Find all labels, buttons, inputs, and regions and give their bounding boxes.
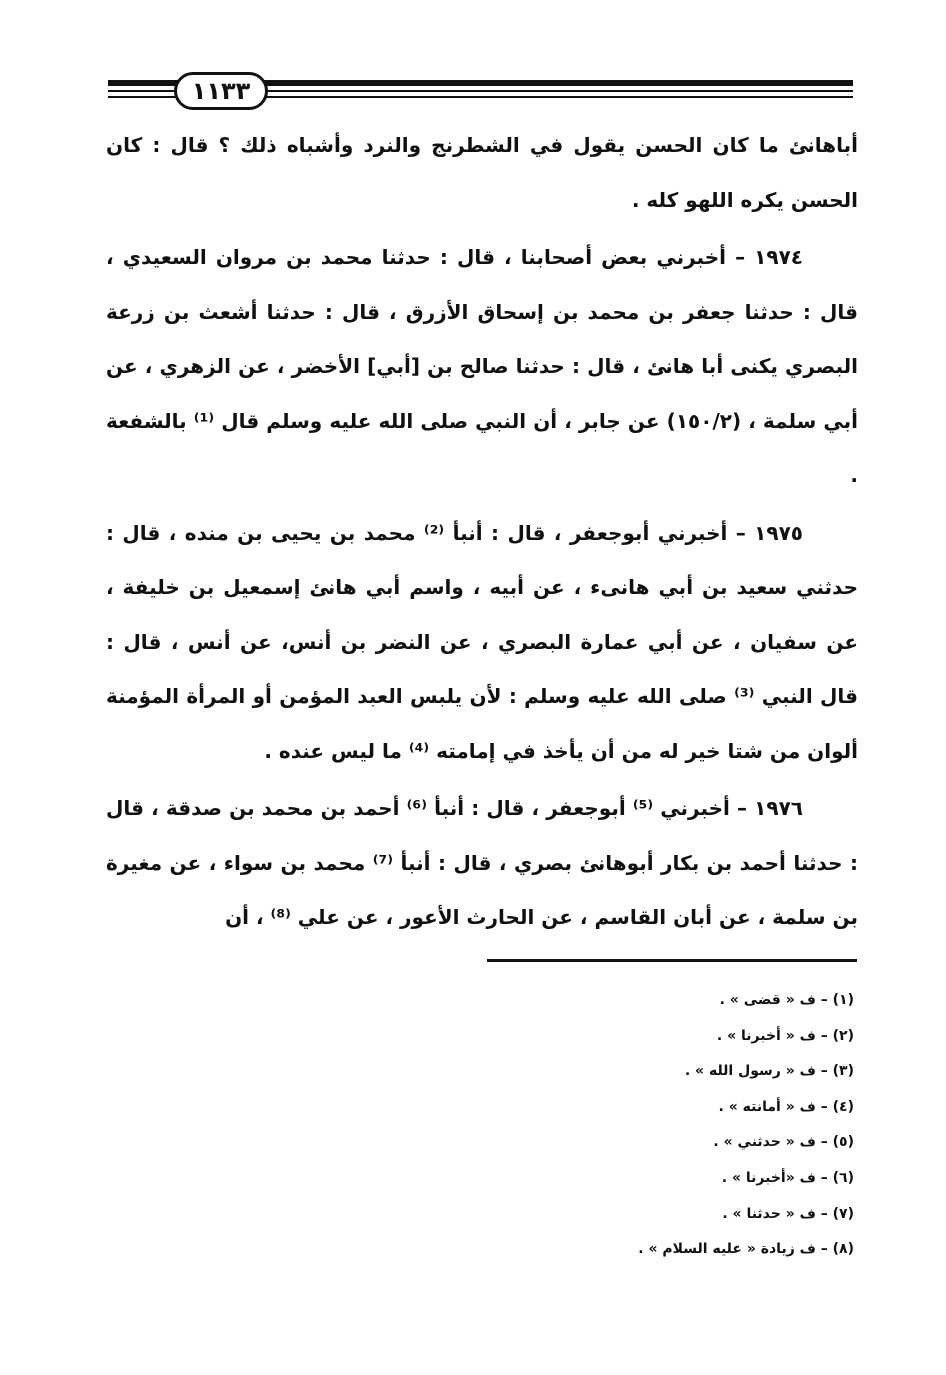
paragraph-hadith-1974: ١٩٧٤ – أخبرني بعض أصحابنا ، قال : حدثنا محمد بن مروان السعيدي ، قال : حدثنا جعفر بن محمد بن إسحاق الأزرق ، قال : حدثنا أشعث بن زرعة البصري يكنى أبا هانئ ، قال : حدثنا صالح بن [أبي] الأخضر ، عن الزهري ، عن أبي سلمة ، (١٥٠/٢) عن جابر ، أن النبي صلى الله عليه وسلم قال ⁽¹⁾ بالشفعة . [106,245,858,487]
paragraph: أباهانئ ما كان الحسن يقول في الشطرنج والنرد وأشباه ذلك ؟ قال : كان الحسن يكره اللهو كله . [106,133,858,212]
footnote: (٢) – ف « أخبرنا » . [716,1027,854,1044]
footnote: (٨) – ف زيادة « عليه السلام » . [638,1241,854,1258]
footnote-divider [487,959,857,962]
footnote: (٣) – ف « رسول الله » . [684,1063,854,1080]
footnote: (٦) – ف «أخبرنا » . [721,1169,854,1186]
footnote: (٧) – ف « حدثنا » . [722,1205,854,1222]
footnote: (٤) – ف « أمانته » . [718,1098,854,1115]
footnotes-list [434,983,854,1268]
page-number: ١١٣٣ [174,72,268,110]
footnote: (١) – ف « قضى » . [719,992,854,1008]
footnote: (٥) – ف « حدثني » . [713,1134,854,1151]
page-header [108,72,853,116]
main-text [106,118,858,948]
paragraph-hadith-1975: ١٩٧٥ – أخبرني أبوجعفر ، قال : أنبأ ⁽²⁾ محمد بن يحيى بن منده ، قال : حدثني سعيد بن أبي هانىء ، عن أبيه ، واسم أبي هانئ إسمعيل بن خليفة ، عن سفيان ، عن أبي عمارة البصري ، عن النضر بن أنس، عن أنس ، قال : قال النبي ⁽³⁾ صلى الله عليه وسلم : لأن يلبس العبد المؤمن أو المرأة المؤمنة ألوان من شتا خير له من أن يأخذ في إمامته ⁽⁴⁾ ما ليس عنده . [106,520,858,763]
paragraph-hadith-1976: ١٩٧٦ – أخبرني ⁽⁵⁾ أبوجعفر ، قال : أنبأ ⁽⁶⁾ أحمد بن محمد بن صدقة ، قال : حدثنا أحمد بن بكار أبوهانئ بصري ، قال : أنبأ ⁽⁷⁾ محمد بن سواء ، عن مغيرة بن سلمة ، عن أبان القاسم ، عن الحارث الأعور ، عن علي ⁽⁸⁾ ، أن [106,796,858,929]
